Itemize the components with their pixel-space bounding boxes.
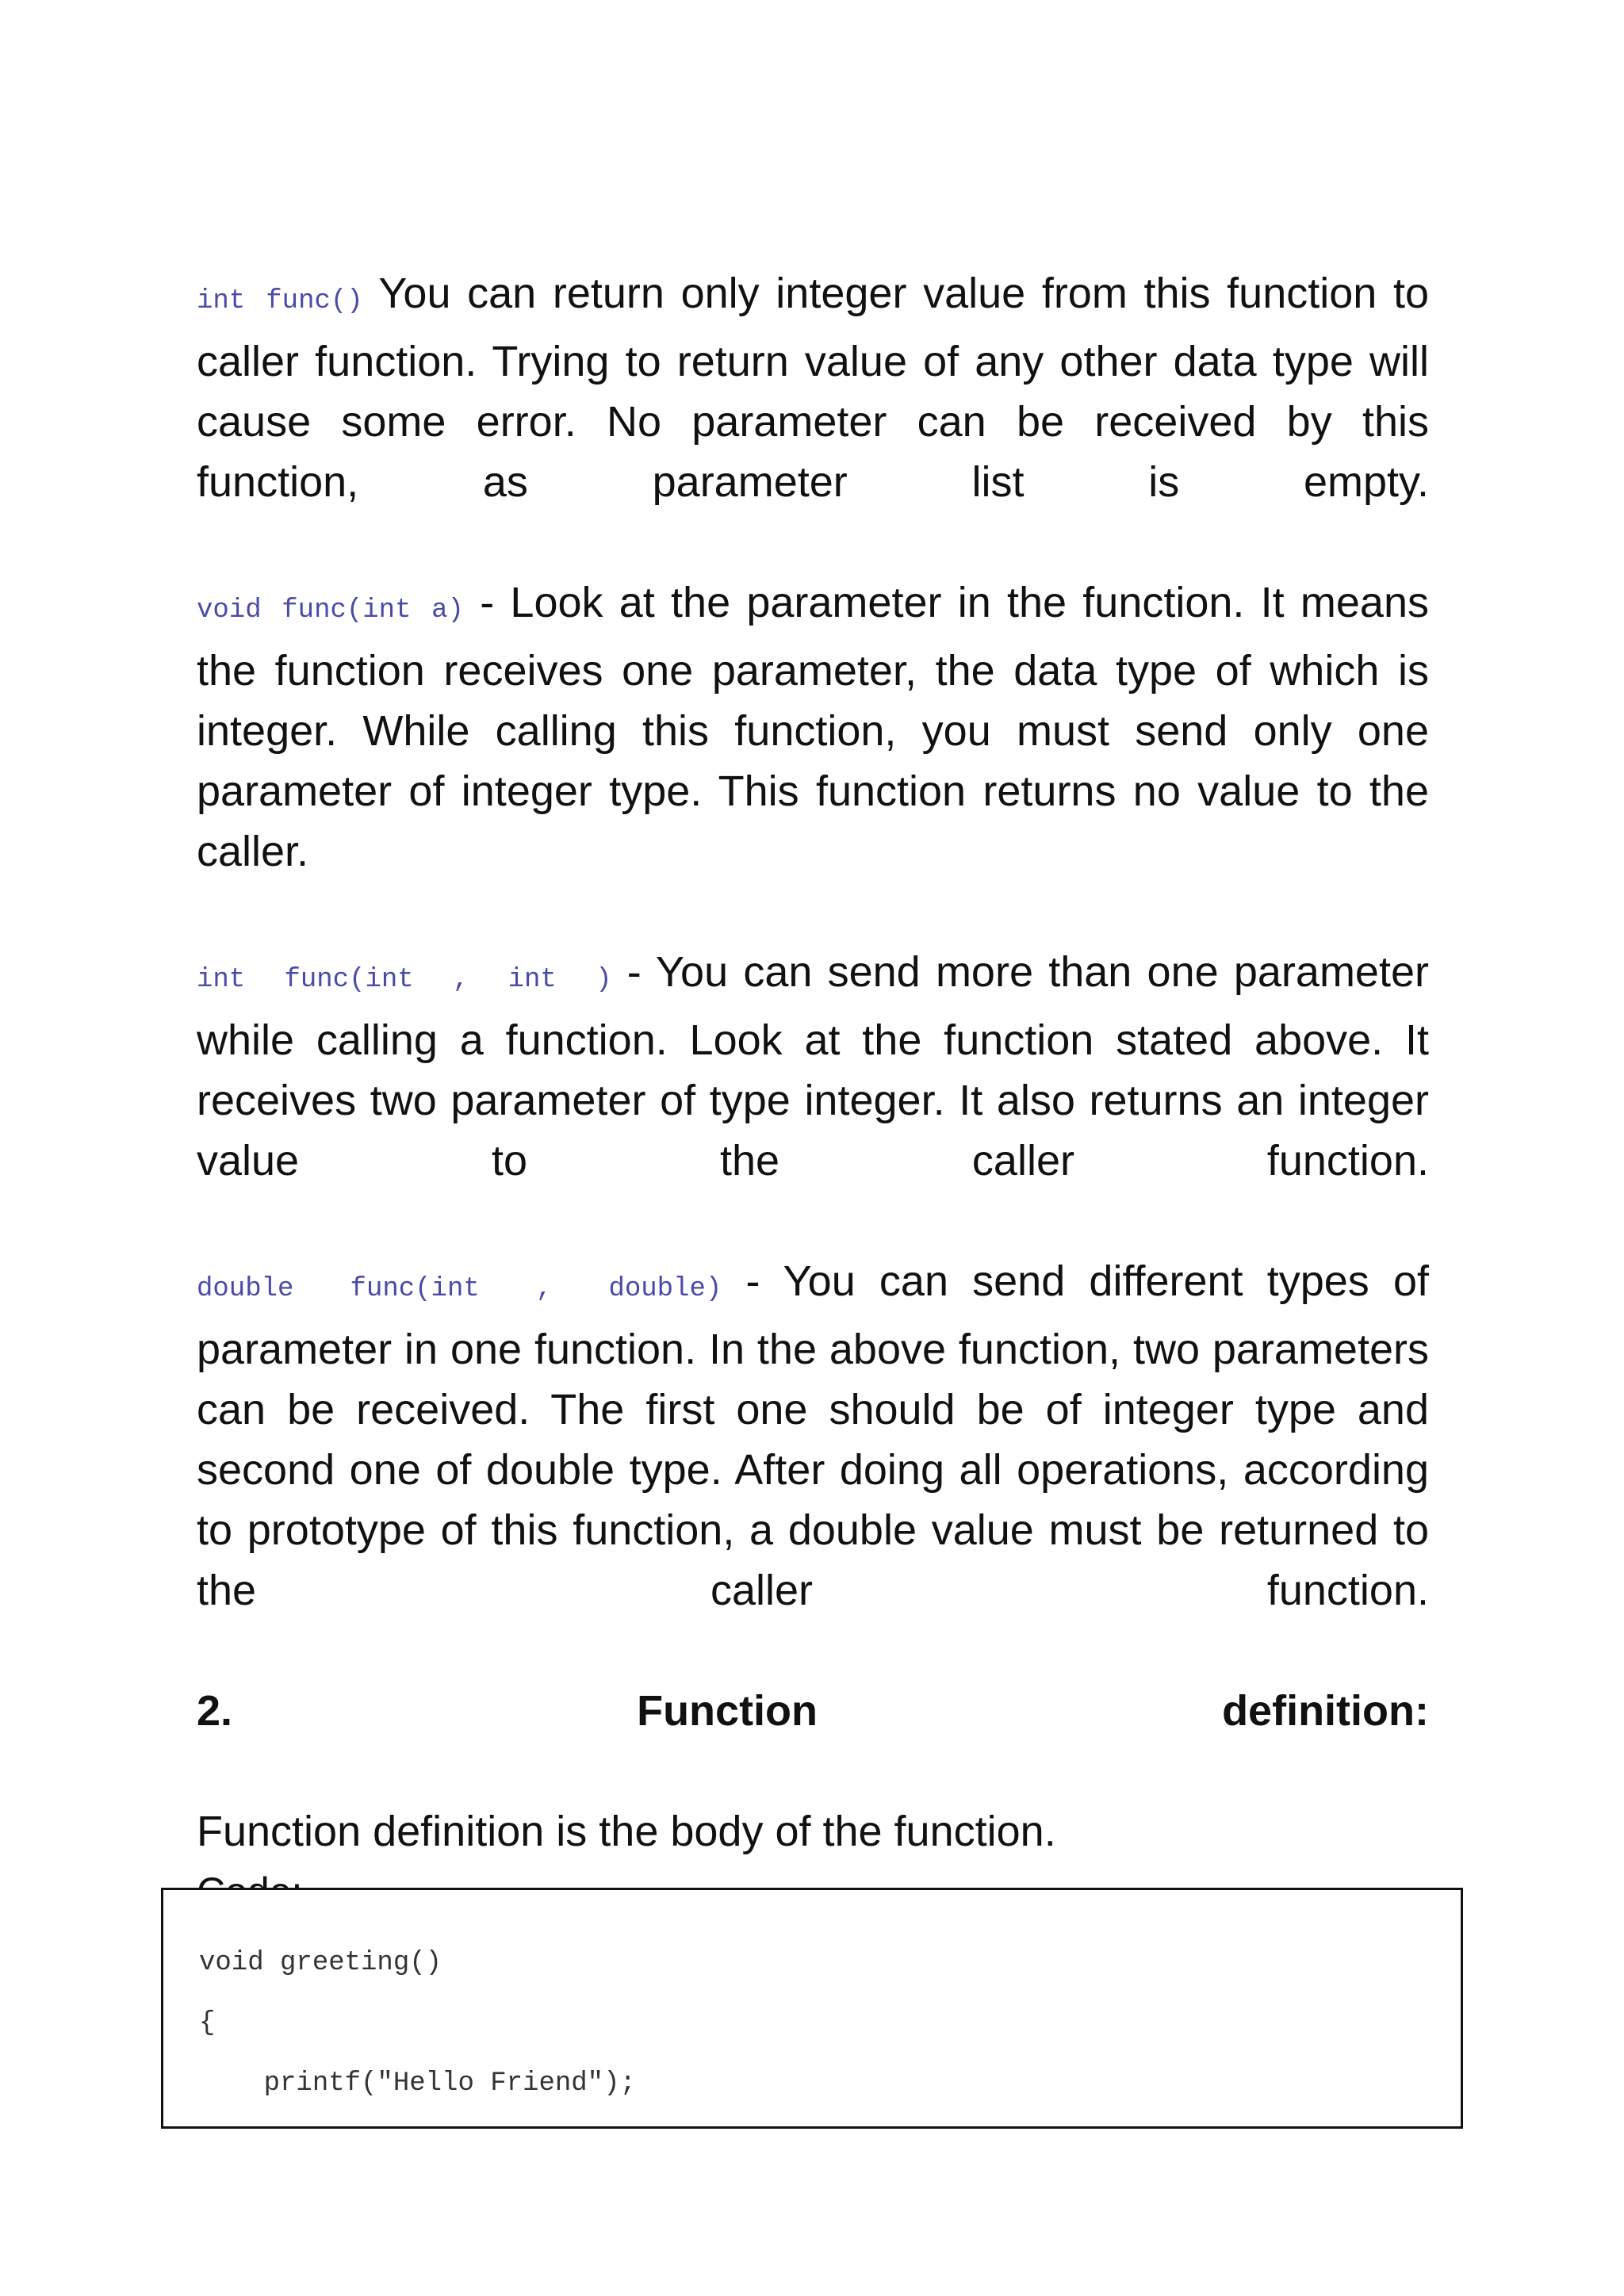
- inline-code: double func(int , double): [197, 1274, 722, 1304]
- paragraph-int-func-two-params: [197, 942, 1429, 1191]
- section-heading: 2. Function definition:: [197, 1687, 1429, 1735]
- code-line: void greeting(): [199, 1948, 442, 1978]
- code-line: printf("Hello Friend");: [199, 2068, 636, 2099]
- code-line: {: [199, 2008, 216, 2038]
- document-content: [197, 263, 1429, 1922]
- paragraph-int-func: [197, 263, 1429, 512]
- section-intro: Function definition is the body of the function.: [197, 1808, 1056, 1855]
- paragraph-text: You can return only integer value from this function to caller function. Trying to return value of any other data type will cause some error. No parameter can be received by this function, as parameter list is empty.: [197, 270, 1429, 506]
- paragraph-text: - You can send different types of parameter in one function. In the above function, two parameters can be received. The first one should be of integer type and second one of double type. After doing all operations, according to prototype of this function, a double value must be returned to the caller function.: [197, 1257, 1429, 1614]
- paragraph-text: - You can send more than one parameter while calling a function. Look at the function stated above. It receives two parameter of type integer. It also returns an integer value to the caller function.: [197, 948, 1429, 1184]
- inline-code: void func(int a): [197, 595, 464, 626]
- paragraph-text: - Look at the parameter in the function. It means the function receives one parameter, the data type of which is integer. While calling this function, you must send only one parameter of integer type. This function returns no value to the caller.: [197, 579, 1429, 875]
- inline-code: int func(): [197, 286, 363, 316]
- paragraph-double-func: [197, 1251, 1429, 1621]
- inline-code: int func(int , int ): [197, 965, 612, 995]
- code-block: [161, 1888, 1463, 2129]
- paragraph-void-func: [197, 572, 1429, 882]
